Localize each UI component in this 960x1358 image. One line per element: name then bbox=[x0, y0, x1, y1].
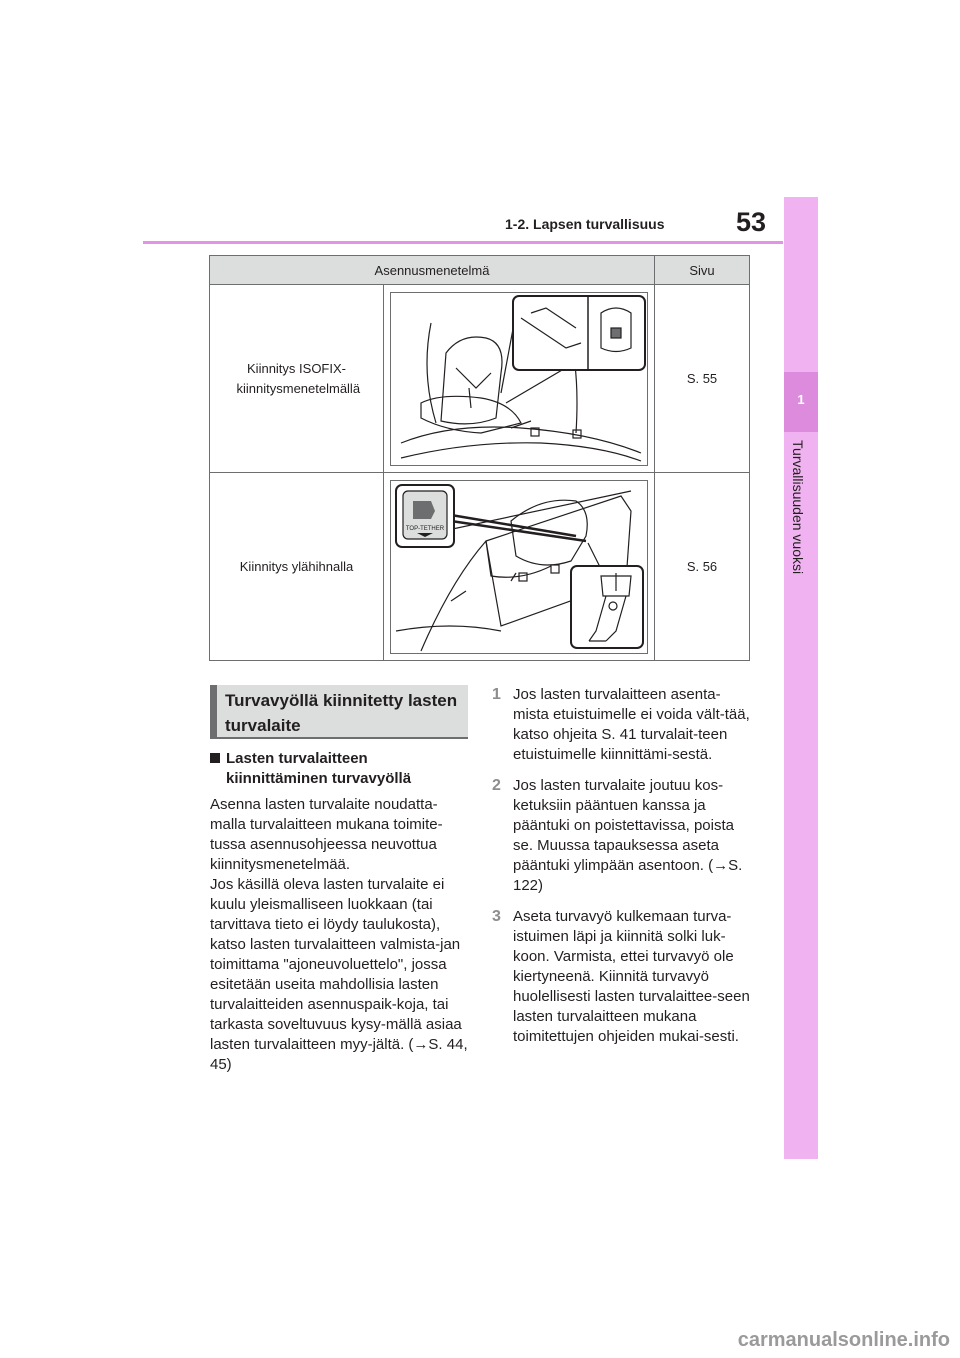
table-row bbox=[210, 473, 750, 661]
column-header-page: Sivu bbox=[655, 256, 750, 285]
page-number: 53 bbox=[736, 207, 767, 237]
illustration-cell bbox=[384, 473, 655, 661]
square-bullet-icon bbox=[210, 753, 220, 763]
illustration-cell bbox=[384, 285, 655, 473]
step-number: 3 bbox=[492, 908, 501, 925]
table-header-row bbox=[210, 256, 750, 285]
step-text: Jos lasten turvalaite joutuu kos-ketuksiin pääntuen kanssa ja pääntuki on poistettavissa, poista se. Muussa tapauksessa aseta pääntuki ylimpään asentoon. (→S. 122) bbox=[513, 777, 743, 894]
body-paragraph: Asenna lasten turvalaite noudatta-malla turvalaitteen mukana toimite-tussa asennusohjeessa neuvottua kiinnitysmenetelmää. bbox=[210, 796, 443, 873]
column-header-method: Asennusmenetelmä bbox=[210, 256, 655, 285]
top-tether-label: TOP-TETHER bbox=[405, 525, 445, 532]
isofix-illustration bbox=[390, 292, 648, 466]
step-text: Aseta turvavyö kulkemaan turva-istuimen läpi ja kiinnitä solki luk-koon. Varmista, ettei turvavyö ole kiertyneenä. Kiinnitä turvavyö huolellisesti lasten turvalaittee-seen lasten turvalaitteen mukana toimitettujen ohjeiden mukai-sesti. bbox=[513, 908, 750, 1045]
list-item bbox=[492, 907, 754, 1047]
top-tether-seat-drawing bbox=[391, 481, 647, 653]
section-title: 1-2. Lapsen turvallisuus bbox=[505, 216, 665, 232]
subheading-text: Lasten turvalaitteen kiinnittäminen turvavyöllä bbox=[226, 750, 412, 787]
step-number: 1 bbox=[492, 686, 501, 703]
header-rule bbox=[143, 241, 783, 244]
chapter-number: 1 bbox=[797, 392, 805, 407]
chapter-title: Turvallisuuden vuoksi bbox=[790, 440, 806, 575]
page-cell: S. 55 bbox=[655, 285, 750, 473]
body-text bbox=[210, 795, 472, 1075]
subheading bbox=[210, 749, 470, 789]
method-cell bbox=[210, 285, 384, 473]
section-heading-box bbox=[210, 685, 468, 739]
step-number: 2 bbox=[492, 777, 501, 794]
body-paragraph: Jos käsillä oleva lasten turvalaite ei kuulu yleismalliseen luokkaan (tai tarvittava tieto ei löydy taulukosta), katso lasten turvalaitteen valmista-jan toimittama "ajoneuvoluettelo", jossa esitetään useita mahdollisia lasten turvalaitteiden asennuspaik-koja, tai tarkasta soveltuvuus kysy-mällä asiaa lasten turvalaitteen myy-jältä. (→S. 44, 45) bbox=[210, 876, 468, 1073]
steps-list bbox=[492, 685, 754, 1058]
top-tether-illustration bbox=[390, 480, 648, 654]
method-text: Kiinnitys ISOFIX-kiinnitysmenetelmällä bbox=[236, 361, 361, 396]
installation-method-table bbox=[209, 255, 750, 661]
section-heading: Turvavyöllä kiinnitetty lasten turvalaite bbox=[225, 691, 458, 735]
chapter-number-tab[interactable] bbox=[784, 372, 818, 432]
method-cell: Kiinnitys ylähihnalla bbox=[210, 473, 384, 661]
list-item bbox=[492, 776, 754, 896]
table-row bbox=[210, 285, 750, 473]
step-text: Jos lasten turvalaitteen asenta-mista etuistuimelle ei voida vält-tää, katso ohjeita S. 41 turvalait-teen etuistuimelle kiinnittämi-sestä. bbox=[513, 686, 750, 763]
watermark: carmanualsonline.info bbox=[737, 1329, 950, 1351]
chapter-side-tab bbox=[784, 197, 818, 1159]
page-cell: S. 56 bbox=[655, 473, 750, 661]
list-item bbox=[492, 685, 754, 765]
isofix-child-seat-drawing bbox=[391, 293, 647, 465]
